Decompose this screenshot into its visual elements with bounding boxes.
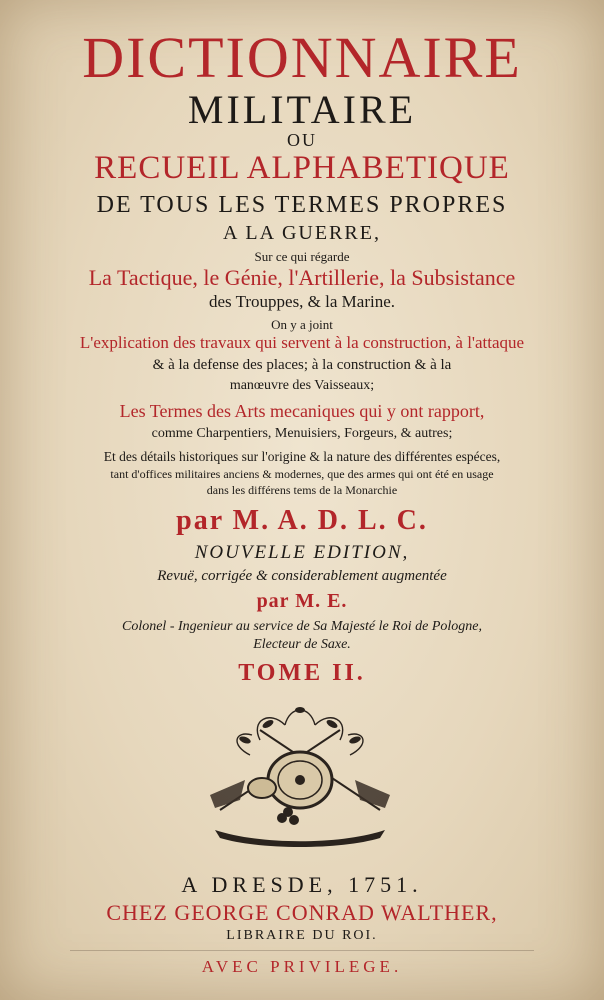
volume-line: TOME II.: [238, 660, 366, 686]
title-ou: OU: [287, 130, 317, 150]
imprint-place-date: A DRESDE, 1751.: [181, 872, 423, 897]
arts-line2: comme Charpentiers, Menuisiers, Forgeurs, & autres;: [151, 426, 453, 441]
details-line1: Et des détails historiques sur l'origine & la nature des différentes espéces,: [103, 449, 501, 464]
title-recueil: RECUEIL ALPHABETIQUE: [94, 150, 510, 186]
title-dictionnaire: DICTIONNAIRE: [82, 25, 522, 90]
title-guerre: A LA GUERRE,: [223, 222, 381, 244]
military-trophy-vignette-icon: [190, 700, 410, 850]
imprint-publisher: CHEZ GEORGE CONRAD WALTHER,: [106, 900, 498, 925]
imprint-privilege: AVEC PRIVILEGE.: [201, 957, 403, 976]
revised-line: Revuë, corrigée & considerablement augmentée: [157, 568, 447, 584]
subjects-joint: On y a joint: [271, 317, 333, 332]
title-militaire: MILITAIRE: [187, 87, 417, 132]
imprint-divider: [70, 950, 534, 951]
subjects-line2: des Trouppes, & la Marine.: [208, 292, 396, 311]
editor-line: par M. E.: [256, 590, 348, 612]
author-line: par M. A. D. L. C.: [176, 505, 428, 536]
edition-line: NOUVELLE EDITION,: [194, 542, 410, 563]
details-line3: dans les différens tems de la Monarchie: [206, 483, 398, 497]
details-line2: tant d'offices militaires anciens & modernes, que des armes qui ont été en usage: [110, 467, 494, 481]
imprint-publisher-title: LIBRAIRE DU ROI.: [226, 928, 378, 943]
subjects-line1: La Tactique, le Génie, l'Artillerie, la Subsistance: [88, 265, 516, 290]
explication-line1: L'explication des travaux qui servent à la construction, à l'attaque: [79, 333, 525, 352]
explication-line3: manœuvre des Vaisseaux;: [229, 378, 375, 393]
title-termes: DE TOUS LES TERMES PROPRES: [96, 192, 508, 218]
subjects-intro: Sur ce qui régarde: [254, 249, 350, 264]
editor-title-line2: Electeur de Saxe.: [253, 637, 351, 652]
arts-line1: Les Termes des Arts mecaniques qui y ont rapport,: [119, 401, 485, 421]
editor-title-line1: Colonel - Ingenieur au service de Sa Majesté le Roi de Pologne,: [121, 619, 482, 634]
explication-line2: & à la defense des places; à la construction & à la: [152, 357, 452, 373]
